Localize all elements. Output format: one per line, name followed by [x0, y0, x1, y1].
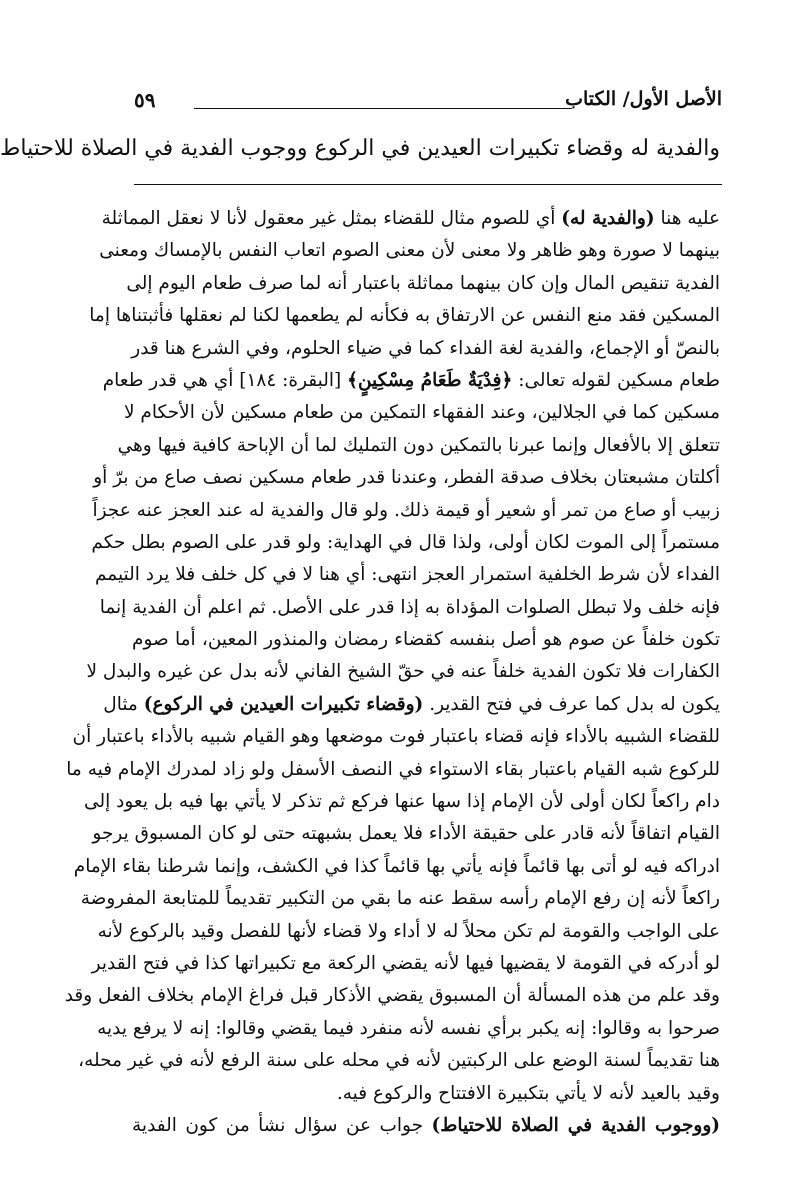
line-segment: جواب عن سؤال نشأ من كون الفدية [132, 1114, 432, 1136]
line-segment: الفدية تنقيص المال وإن كان بينهما مماثلة باعتبار أنه لما صرف طعام اليوم إلى [126, 272, 720, 294]
line-segment: بالنصّ أو الإجماع، والفدية لغة الفداء كما في ضياء الحلوم، وفي الشرع هنا قدر [131, 337, 720, 359]
text-line [97, 1013, 720, 1045]
line-segment: تتعلق إلا بالأفعال وإنما عبرنا بالتمكين دون التمليك لما أن الإباحة كافية فيها وهي [117, 434, 720, 456]
line-segment: أكلتان مشبعتان بخلاف صدقة الفطر، وعندنا قدر طعام مسكين نصف صاع من برّ أو [93, 467, 720, 489]
line-segment: ادراكه فيه لو أتى بها قائماً فإنه يأتي بها قائماً كذا في الكشف، وإنما شرطنا بقاء الإمام [73, 855, 720, 877]
text-line [73, 851, 720, 883]
commentary-body [64, 203, 721, 1142]
line-segment: صرحوا به وقالوا: إنه يكبر برأي نفسه لأنه منفرد فيما يقضي وقالوا: إنه لا يرفع يديه [97, 1017, 720, 1039]
text-line [126, 268, 720, 300]
line-segment: وقد علم من هذه المسألة أن المسبوق يقضي الأذكار قبل فراغ الإمام بخلاف الفعل وقد [64, 985, 720, 1007]
line-segment: طعام مسكين لقوله تعالى: [512, 369, 720, 391]
running-header-title: الأصل الأول/ الكتاب [565, 88, 722, 110]
text-line [94, 559, 720, 591]
text-line [97, 916, 720, 948]
text-line [103, 689, 720, 721]
text-line [101, 203, 720, 235]
line-segment: فإنه خلف ولا تبطل الصلوات المؤداة به إذا قدر على الأصل. ثم اعلم أن الفدية إنما [99, 596, 720, 618]
text-line [92, 818, 720, 850]
lemma-text: (وقضاء تكبيرات العيدين في الركوع) [143, 693, 424, 715]
text-line [72, 721, 720, 753]
line-segment: لو أدركه في القومة لا يقضيها فيها لأنه يقضي الركعة مع تكبيراتها كذا في فتح القدير [91, 952, 720, 974]
text-line [99, 235, 720, 267]
line-segment: راكعاً لأنه إن رفع الإمام رأسه سقط عنه ما بقي من التكبير تقديماً للمتابعة المفروضة [80, 888, 720, 910]
lemma-text: (ووجوب الفدية في الصلاة للاحتياط) [431, 1114, 721, 1136]
line-segment: أي للصوم مثال للقضاء بمثل غير معقول لأنا لا نعقل المماثلة [101, 208, 562, 229]
text-line [132, 1110, 720, 1142]
line-segment: مستمراً إلى الموت لكان أولى، ولذا قال في الهداية: ولو قدر على الصوم بطل حكم [91, 531, 720, 553]
line-segment: بينهما لا صورة وهو ظاهر ولا معنى لأن معنى الصوم اتعاب النفس بالإمساك ومعنى [99, 240, 720, 262]
line-segment: دام راكعاً لكان أولى لأن الإمام إذا سها عنها فركع ثم تذكر لا يأتي بها فيه بل يعود إلى [84, 791, 720, 813]
line-segment: للركوع شبه القيام باعتبار بقاء الاستواء في النصف الأسفل ولو زاد لمدرك الإمام فيه ما [66, 758, 720, 780]
text-line [91, 948, 720, 980]
text-line [102, 365, 720, 397]
line-segment: الفداء لأن شرط الخلفية استمرار العجز انتهى: أي هنا لا في كل خلف فلا يرد التيمم [94, 564, 720, 586]
text-line [117, 430, 720, 462]
line-segment: على الواجب والقومة لم تكن محلاً له لا أداء ولا قضاء لأنها للفصل وقيد بالركوع لأنه [97, 920, 720, 942]
line-segment: المسكين فقد منع النفس عن الارتفاق به فكأنه لم يطعمها لكنا لم نعقلها فأثبتناها إما [89, 305, 720, 327]
subtitle-rule [134, 184, 722, 185]
running-header [134, 88, 722, 118]
text-line [64, 980, 720, 1012]
text-line [132, 1078, 720, 1110]
line-segment: يكون له بدل كما عرف في فتح القدير. [423, 693, 720, 715]
text-line [99, 592, 720, 624]
line-segment: وقيد بالعيد لأنه لا يأتي بتكبيرة الافتتاح والركوع فيه. [336, 1082, 720, 1104]
lemma-text: ﴿فِدْيَةٌ طَعَامُ مِسْكِينٍ﴾ [347, 369, 513, 391]
text-line [89, 300, 720, 332]
text-line [93, 462, 720, 494]
line-segment: مثال [103, 693, 144, 715]
text-line [78, 1045, 720, 1077]
line-segment: للقضاء الشبيه بالأداء فإنه قضاء باعتبار فوت موضعها وهو القيام شبيه بالأداء باعتبار أن [72, 726, 720, 748]
line-segment: زبيب أو صاع من تمر أو شعير أو قيمة ذلك. ولو قال والفدية له عند العجز عنه عجزاً [92, 499, 720, 521]
text-line [132, 624, 720, 656]
line-segment: مسكين كما في الجلالين، وعند الفقهاء التمكين من طعام مسكين لأن الأحكام لا [123, 402, 720, 424]
text-line [86, 656, 720, 688]
lemma-text: (والفدية له) [561, 208, 655, 229]
line-segment: القيام اتفاقاً لأنه قادر على حقيقة الأداء فلا يعمل بشبهته حتى لو كان المسبوق يرجو [92, 823, 720, 845]
text-line [92, 495, 720, 527]
page-number: ٥٩ [134, 88, 156, 112]
text-line [80, 883, 720, 915]
line-segment: عليه هنا [654, 208, 720, 229]
line-segment: [البقرة: ١٨٤] أي هي قدر طعام [102, 369, 348, 391]
section-subtitle: والفدية له وقضاء تكبيرات العيدين في الركوع ووجوب الفدية في الصلاة للاحتياط [0, 136, 720, 161]
text-line [91, 527, 720, 559]
line-segment: الكفارات فلا تكون الفدية خلفاً عنه في حقّ الشيخ الفاني لأنه بدل عن غيره والبدل لا [86, 661, 720, 683]
text-line [84, 786, 720, 818]
text-line [66, 754, 720, 786]
text-line [132, 333, 720, 365]
line-segment: تكون خلفاً عن صوم هو أصل بنفسه كقضاء رمضان والمنذور المعين، أما صوم [132, 629, 720, 651]
header-rule [194, 108, 572, 109]
text-line [123, 397, 720, 429]
line-segment: هنا تقديماً لسنة الوضع على الركبتين لأنه في محله على سنة الرفع لأنه في غير محله، [78, 1050, 720, 1072]
